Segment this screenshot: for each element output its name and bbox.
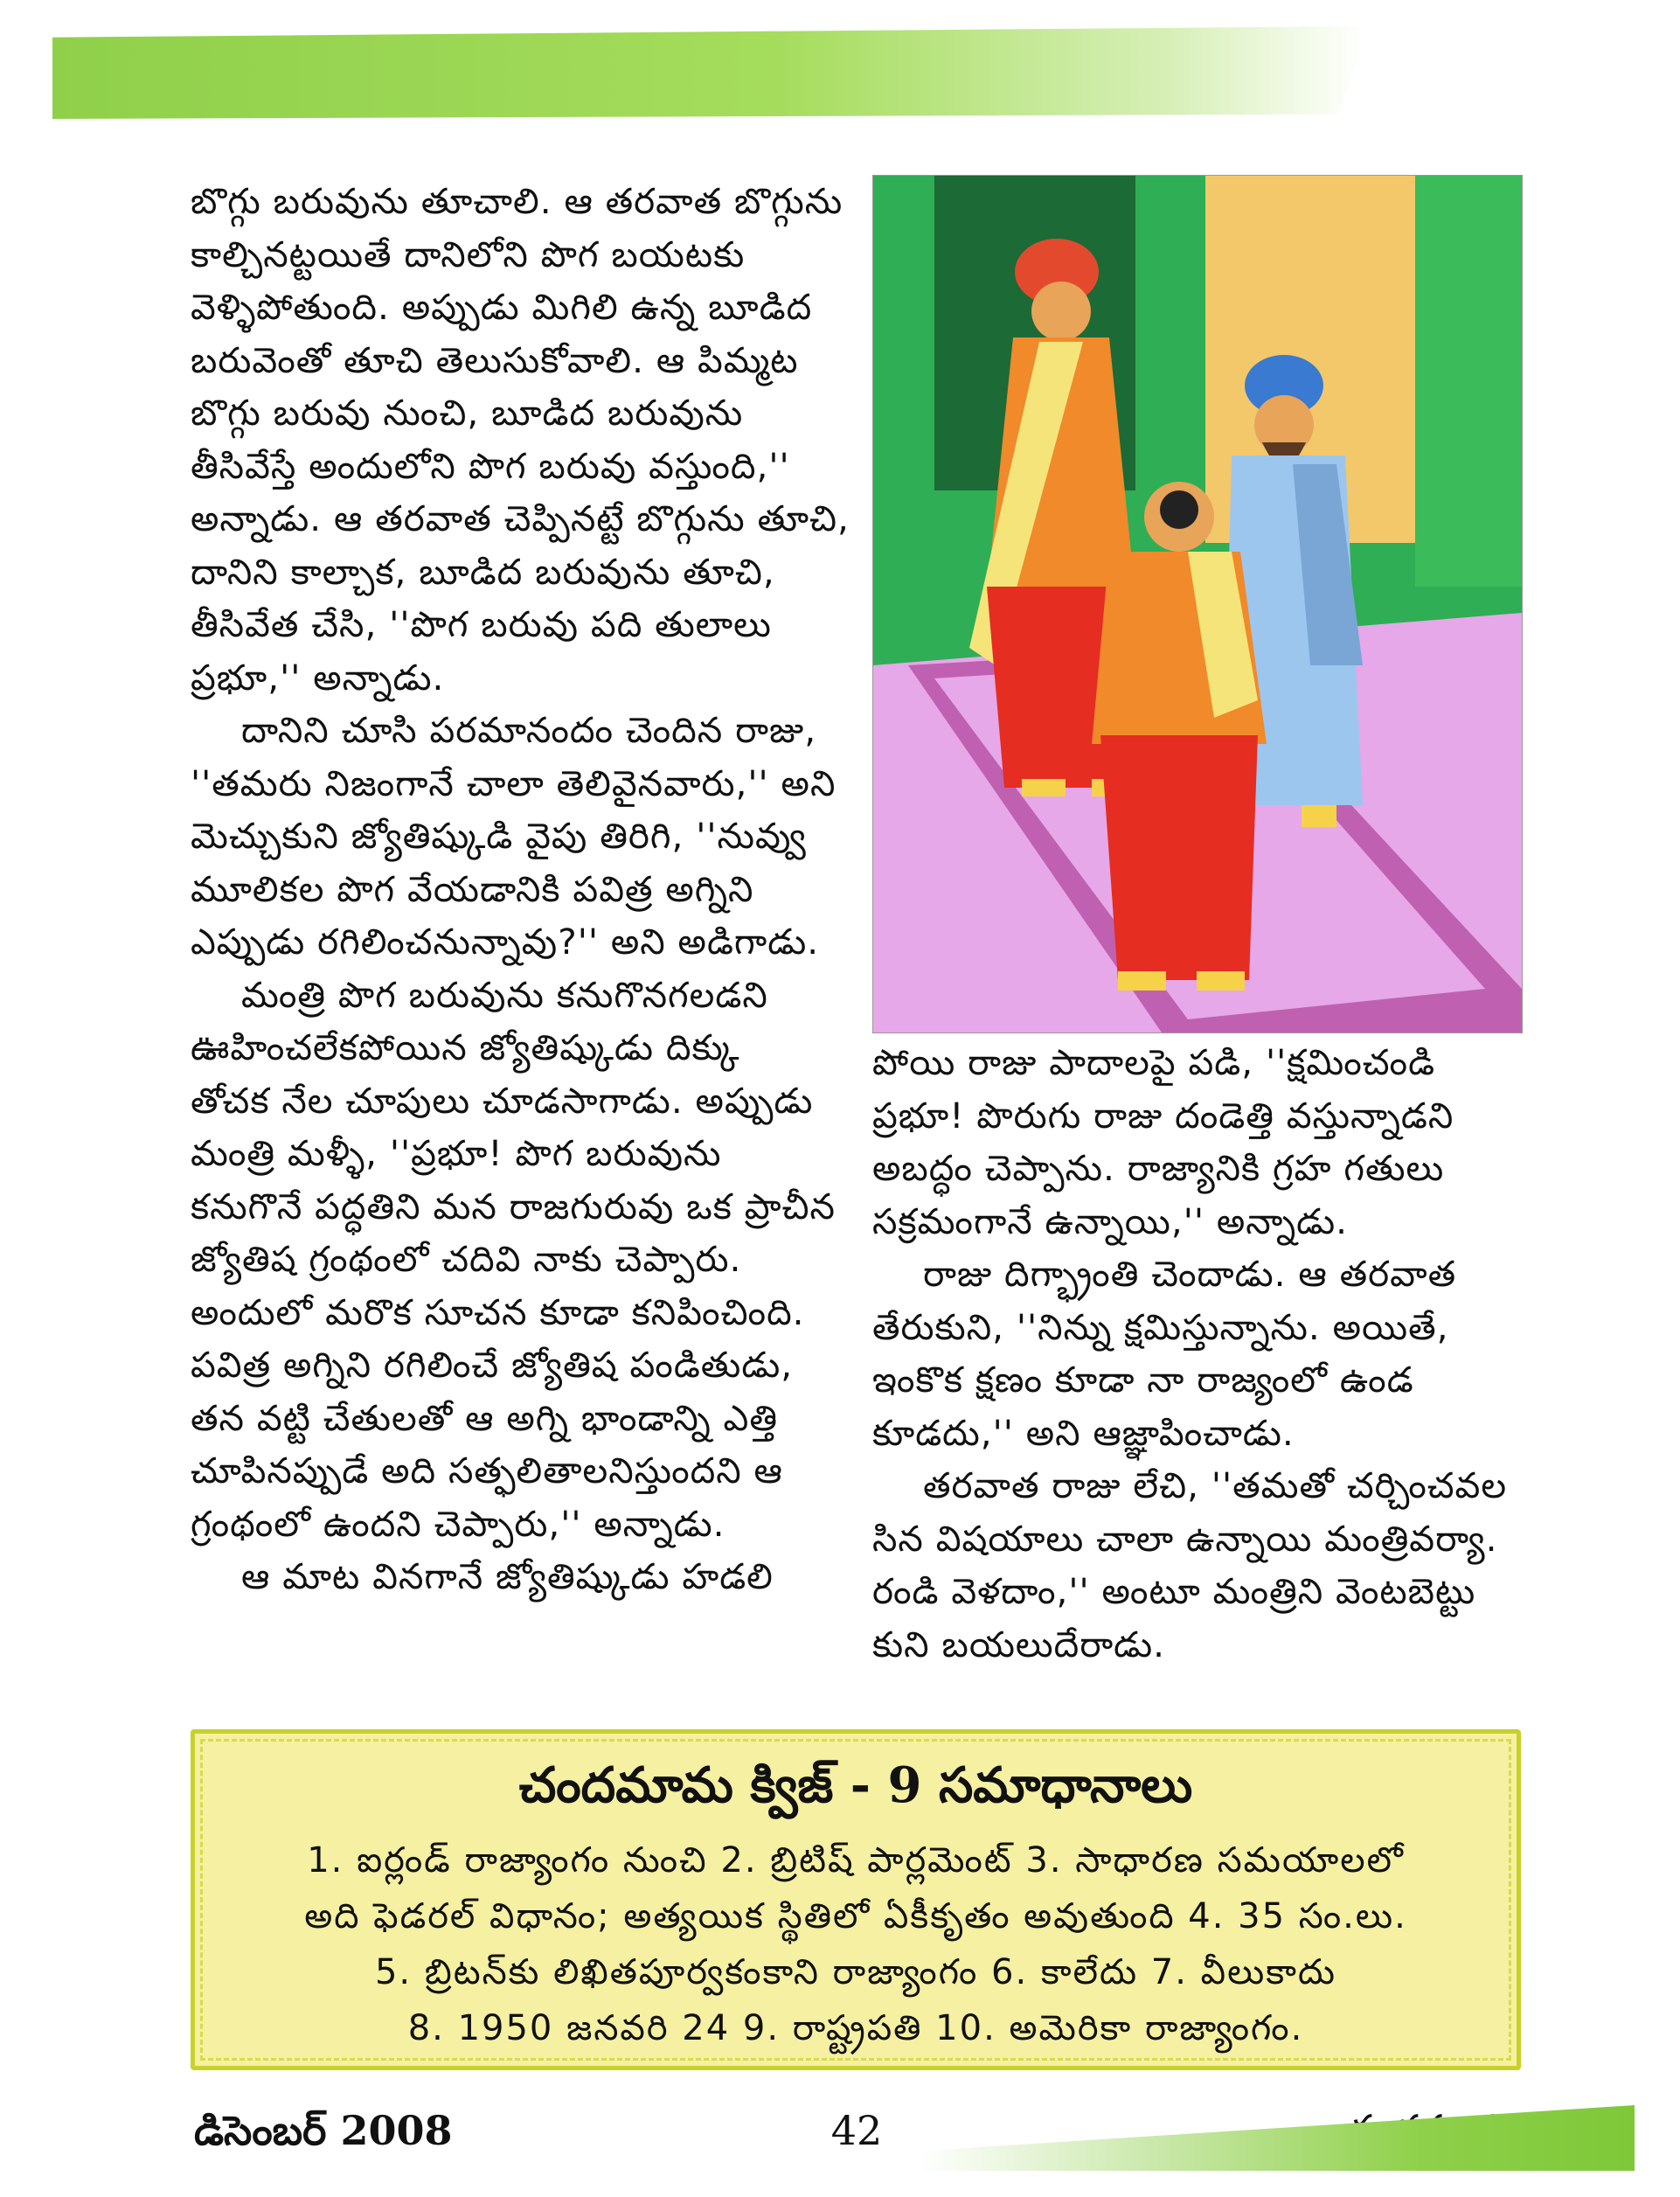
text-line: తన వట్టి చేతులతో ఆ అగ్ని భాండాన్ని ఎత్తి [191,1396,778,1439]
text-line: బరువెంతో తూచి తెలుసుకోవాలి. ఆ పిమ్మట [191,338,799,381]
text-line: సక్రమంగానే ఉన్నాయి,'' అన్నాడు. [872,1199,1349,1242]
text-line: కుని బయలుదేరాడు. [872,1623,1166,1665]
text-line: దానిని కాల్చాక, బూడిద బరువును తూచి, [191,550,775,593]
text-line: బొగ్గు బరువును తూచాలి. ఆ తరవాత బొగ్గును [191,180,843,222]
story-illustration [872,175,1523,1033]
quiz-answer-line: 5. బ్రిటన్‌కు లిఖితపూర్వకంకాని రాజ్యాంగం 6. కాలేదు 7. వీలుకాదు [374,1952,1337,1992]
top-decorative-band [52,26,1364,119]
text-line: జ్యోతిష గ్రంథంలో చదివి నాకు చెప్పారు. [191,1238,742,1280]
text-line: రండి వెళదాం,'' అంటూ మంత్రిని వెంటబెట్టు [872,1570,1476,1612]
text-line: చూపినప్పుడే అది సత్ఫలితాలనిస్తుందని ఆ [191,1450,783,1491]
text-line: అందులో మరొక సూచన కూడా కనిపించింది. [191,1290,805,1333]
text-line: అన్నాడు. ఆ తరవాత చెప్పినట్టే బొగ్గును తూచి, [191,497,850,539]
text-line: అబద్ధం చెప్పాను. రాజ్యానికి గ్రహ గతులు [872,1147,1445,1189]
text-line: మంత్రి పొగ బరువును కనుగొనగలడని [241,973,768,1016]
text-line: తీసివేత చేసి, ''పొగ బరువు పది తులాలు [191,603,772,645]
text-line: మూలికల పొగ వేయడానికి పవిత్ర అగ్నిని [191,867,754,910]
illustration-king-minister-astrologer [873,176,1522,1032]
text-line: ''తమరు నిజంగానే చాలా తెలివైనవారు,'' అని [191,761,837,804]
text-line: బొగ్గు బరువు నుంచి, బూడిద బరువును [191,392,744,434]
quiz-answer-line: 8. 1950 జనవరి 24 9. రాష్ట్రపతి 10. అమెరికా రాజ్యాంగం. [407,2008,1304,2048]
text-line: కాల్చినట్టయితే దానిలోని పొగ బయటకు [191,233,746,275]
quiz-answer-line: అది ఫెడరల్ విధానం; అత్యయిక స్థితిలో ఏకీకృతం అవుతుంది 4. 35 సం.లు. [304,1896,1407,1936]
quiz-answers-box [191,1729,1521,2070]
text-line: ఊహించలేకపోయిన జ్యోతిష్కుడు దిక్కు [191,1026,740,1068]
text-line: కూడదు,'' అని ఆజ్ఞాపించాడు. [872,1411,1295,1454]
text-line: మంత్రి మళ్ళీ, ''ప్రభూ! పొగ బరువును [191,1132,722,1174]
text-line: పవిత్ర అగ్నిని రగిలించే జ్యోతిష పండితుడు, [191,1344,794,1386]
text-line: ఆ మాట వినగానే జ్యోతిష్కుడు హడలి [241,1555,774,1597]
text-line: పోయి రాజు పాదాలపై పడి, ''క్షమించండి [872,1041,1436,1083]
text-line: ఎప్పుడు రగిలించనున్నావు?'' అని అడిగాడు. [191,921,820,963]
right-text-column [872,1036,1524,1671]
text-line: ఇంకొక క్షణం కూడా నా రాజ్యంలో ఉండ [872,1359,1414,1401]
text-line: వెళ్ళిపోతుంది. అప్పుడు మిగిలి ఉన్న బూడిద [191,286,813,328]
text-line: ప్రభూ,'' అన్నాడు. [191,656,445,699]
quiz-answer-line: 1. ఐర్లండ్ రాజ్యాంగం నుంచి 2. బ్రిటిష్ పార్లమెంట్ 3. సాధారణ సమయాలలో [307,1840,1405,1881]
quiz-title: చందమామ క్విజ్ - 9 సమాధానాలు [518,1756,1193,1814]
text-line: తరవాత రాజు లేచి, ''తమతో చర్చించవల [923,1464,1508,1506]
text-line: కనుగొనే పద్ధతిని మన రాజగురువు ఒక ప్రాచీన [191,1185,836,1227]
text-line: తీసివేస్తే అందులోని పొగ బరువు వస్తుంది,'' [191,444,790,487]
footer-issue-month: డిసెంబర్ 2008 [194,2107,453,2154]
text-line: మెచ్చుకుని జ్యోతిష్కుడి వైపు తిరిగి, ''నువ్వు [191,815,807,857]
text-line: సిన విషయాలు చాలా ఉన్నాయి మంత్రివర్యా. [872,1517,1498,1560]
text-line: గ్రంథంలో ఉందని చెప్పారు,'' అన్నాడు. [191,1502,725,1545]
left-text-column [191,175,850,1603]
text-line: తోచక నేల చూపులు చూడసాగాడు. అప్పుడు [191,1079,814,1122]
footer-page-number: 42 [830,2107,883,2154]
text-line: దానిని చూసి పరమానందం చెందిన రాజు, [241,709,817,751]
bottom-decorative-band [918,2105,1635,2171]
text-line: రాజు దిగ్భ్రాంతి చెందాడు. ఆ తరవాత [923,1253,1457,1295]
text-line: ప్రభూ! పొరుగు రాజు దండెత్తి వస్తున్నాడని [872,1094,1454,1137]
text-line: తేరుకుని, ''నిన్ను క్షమిస్తున్నాను. అయితే, [872,1305,1449,1348]
